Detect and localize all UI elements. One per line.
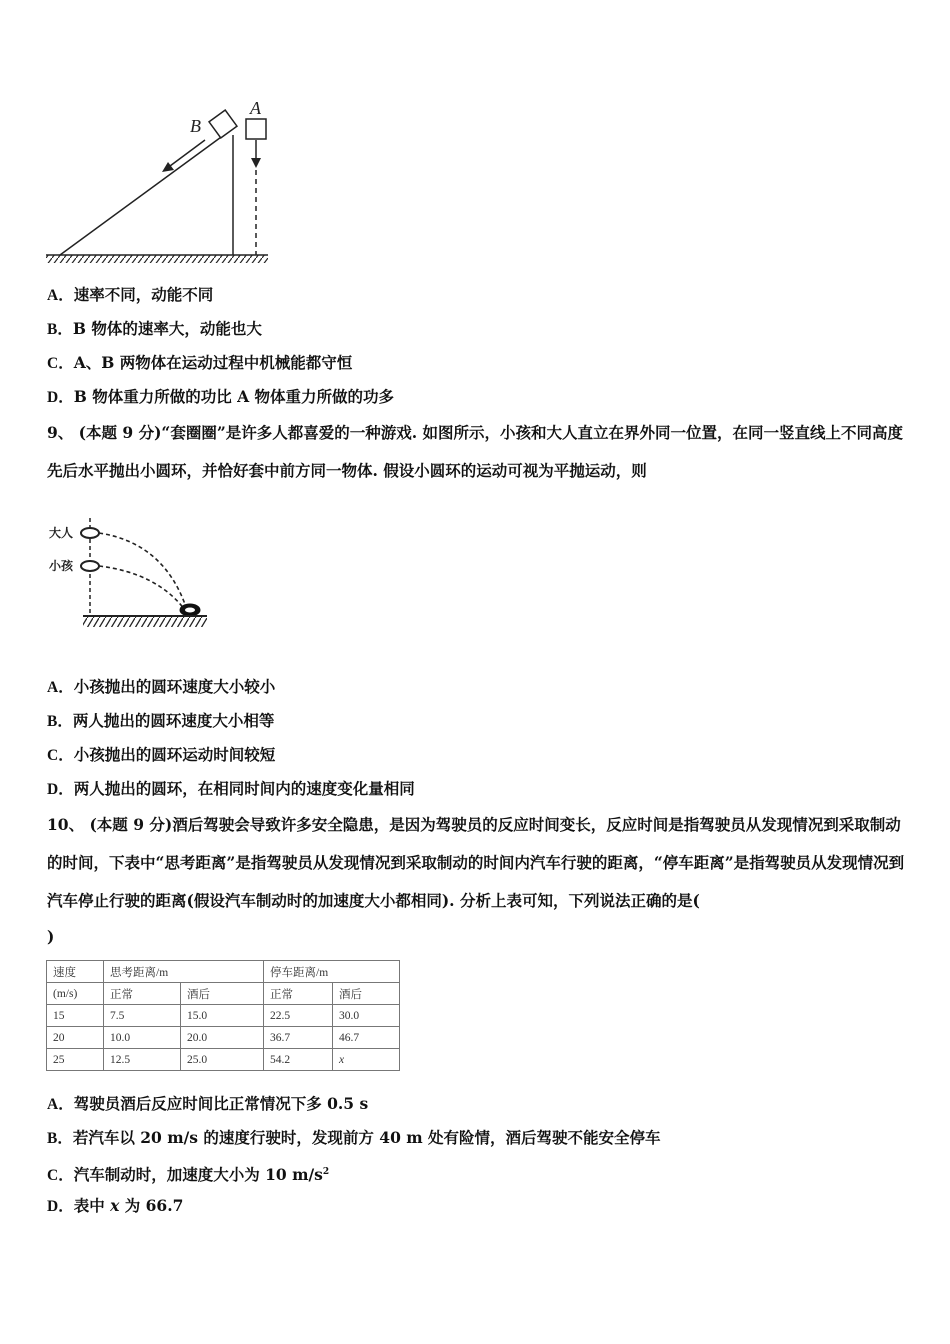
q9-option-a: A．小孩抛出的圆环速度大小较小 — [47, 677, 276, 696]
q10-option-b: B．若汽车以 20 m/s 的速度行驶时，发现前方 40 m 处有险情，酒后驾驶不能安全停车 — [47, 1128, 661, 1147]
header-think: 思考距离/m — [104, 961, 264, 983]
q8-option-a: A．速率不同，动能不同 — [47, 285, 214, 304]
block-b — [209, 110, 237, 138]
q10-option-c: C．汽车制动时，加速度大小为 10 $m/s^2$ — [47, 1165, 330, 1185]
header-stop: 停车距离/m — [264, 961, 400, 983]
q10-option-d: D．表中 x 为 66.7 — [47, 1196, 184, 1215]
ground-hatch-2 — [83, 617, 207, 627]
label-a: A — [250, 98, 261, 118]
q8-option-c: C．A、B 两物体在运动过程中机械能都守恒 — [47, 353, 353, 372]
arrow-a-head — [251, 158, 261, 168]
header-drunk-2: 酒后 — [333, 983, 400, 1005]
header-normal-2: 正常 — [264, 983, 333, 1005]
q10-stem: 10、 (本题 9 分)酒后驾驶会导致许多安全隐患，是因为驾驶员的反应时间变长，反应时间是指驾驶员从发现情况到采取制动的时间，下表中“思考距离”是指驾驶员从发现情况到采取制动的时间内汽车行驶的距离，“停车距离”是指驾驶员从发现情况到汽车停止行驶的距离(假设汽车制动时的加速度大小都相同). 分析上表可知，下列说法正确的是( — [47, 815, 905, 910]
label-b: B — [190, 116, 201, 136]
q9-option-b: B．两人抛出的圆环速度大小相等 — [47, 711, 275, 730]
q9-option-c: C．小孩抛出的圆环运动时间较短 — [47, 745, 276, 764]
header-normal-1: 正常 — [104, 983, 181, 1005]
trajectory-child — [99, 566, 185, 610]
header-speed: 速度 — [47, 961, 104, 983]
q8-option-d: D．B 物体重力所做的功比 A 物体重力所做的功多 — [47, 387, 395, 406]
header-drunk-1: 酒后 — [181, 983, 264, 1005]
table-row: 20 10.0 20.0 36.7 46.7 — [47, 1027, 400, 1049]
q9-option-d: D．两人抛出的圆环，在相同时间内的速度变化量相同 — [47, 779, 415, 798]
data-table — [46, 960, 400, 1071]
ring-child — [81, 561, 99, 571]
incline-slope — [60, 132, 228, 255]
table-row: 15 7.5 15.0 22.5 30.0 — [47, 1005, 400, 1027]
header-unit: (m/s) — [47, 983, 104, 1005]
table-row: 25 12.5 25.0 54.2 x — [47, 1049, 400, 1071]
q10-stem-end: ) — [47, 927, 55, 946]
incline-figure — [40, 90, 280, 270]
label-child: 小孩 — [49, 559, 74, 573]
trajectory-adult — [99, 533, 187, 610]
block-a — [246, 119, 266, 139]
q10-option-a: A．驾驶员酒后反应时间比正常情况下多 0.5 s — [47, 1094, 369, 1113]
label-adult: 大人 — [49, 526, 74, 540]
ring-toss-figure — [45, 518, 215, 638]
ring-adult — [81, 528, 99, 538]
q9-stem: 9、 (本题 9 分)“套圈圈”是许多人都喜爱的一种游戏. 如图所示，小孩和大人直立在界外同一位置，在同一竖直线上不同高度先后水平抛出小圆环，并恰好套中前方同一物体. 假设小圆环的运动可视为平抛运动，则 — [47, 423, 904, 480]
q8-option-b: B．B 物体的速率大，动能也大 — [47, 319, 262, 338]
ground-hatch — [46, 255, 268, 263]
